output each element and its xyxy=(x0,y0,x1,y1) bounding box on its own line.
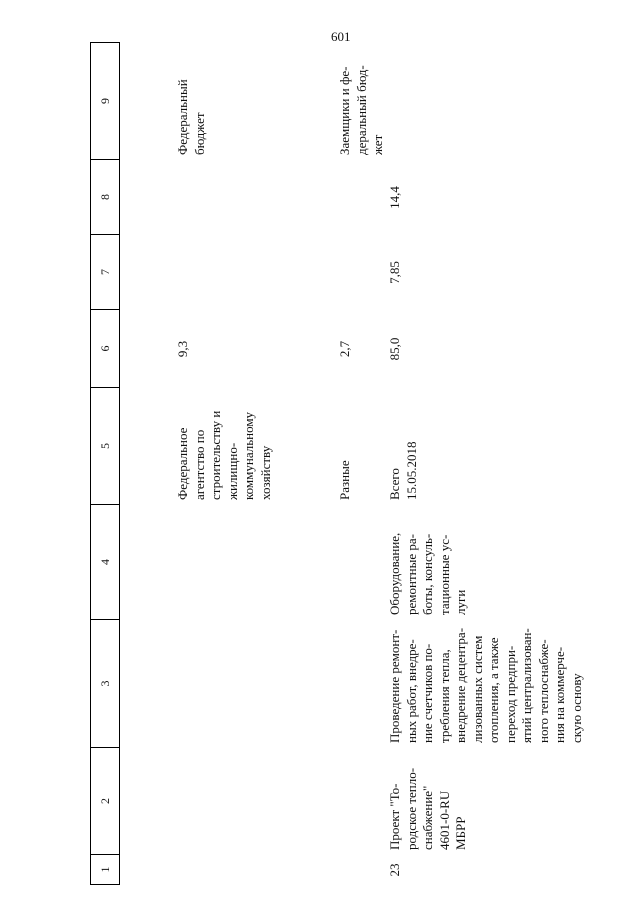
cell-text-line: МБРР xyxy=(453,816,468,850)
cell-text-line: отопления, а также xyxy=(486,637,501,743)
cell-text-line: коммунальному xyxy=(241,411,256,500)
header-cell-col-3: 3 xyxy=(91,620,119,748)
header-cell-col-1: 1 xyxy=(91,855,119,885)
cell-text-line: лизованных систем xyxy=(469,635,485,743)
cell-text-line: жет xyxy=(370,134,385,155)
table-cell-col-5 xyxy=(387,388,420,505)
table-cell-col-5 xyxy=(337,388,354,505)
table-row xyxy=(175,42,274,885)
cell-text-line: луги xyxy=(453,589,468,615)
cell-text-line: 85,0 xyxy=(387,337,402,361)
cell-text-line: Федеральный xyxy=(175,79,190,155)
cell-text-line: 15.05.2018 xyxy=(403,441,419,500)
table-cell-col-6 xyxy=(337,310,354,388)
cell-text-line: скую основу xyxy=(568,673,584,743)
cell-text-line: 14,4 xyxy=(387,186,402,209)
cell-text-line: снабжение" xyxy=(420,785,435,850)
cell-text-line: бюджет xyxy=(191,112,207,155)
cell-text-line: внедрение децентра- xyxy=(453,627,468,743)
table-cell-col-2 xyxy=(387,748,470,855)
table-row xyxy=(337,42,387,885)
table-cell-col-4 xyxy=(387,505,470,620)
cell-text-line: родское тепло- xyxy=(403,767,419,850)
table-cell-col-8 xyxy=(387,160,404,235)
table-cell-col-9 xyxy=(337,42,387,160)
cell-text-line: 4601-0-RU xyxy=(436,790,452,850)
cell-text-line: ремонтные ра- xyxy=(403,534,419,615)
header-cell-col-6: 6 xyxy=(91,310,119,388)
cell-text-line: боты, консуль- xyxy=(420,533,435,615)
cell-text-line: 2,7 xyxy=(337,340,352,358)
table-cell-col-5 xyxy=(175,388,274,505)
cell-text-line: агентство по xyxy=(191,429,207,500)
cell-text-line: Заемщики и фе- xyxy=(337,66,352,155)
table-row xyxy=(387,42,585,885)
cell-text-line: Всего xyxy=(387,468,402,500)
cell-text-line: строительству и xyxy=(208,410,223,500)
cell-text-line: 7,85 xyxy=(387,261,402,284)
header-cell-col-5: 5 xyxy=(91,388,119,505)
header-cell-col-9: 9 xyxy=(91,42,119,160)
table-cell-col-3 xyxy=(387,620,585,748)
cell-text-line: жилищно- xyxy=(224,442,240,500)
table-cell-col-7 xyxy=(387,235,404,310)
cell-text-line: Федеральное xyxy=(175,427,190,500)
header-cell-col-2: 2 xyxy=(91,748,119,855)
header-cell-col-7: 7 xyxy=(91,235,119,310)
page-number: 601 xyxy=(331,29,351,44)
cell-text-line: ного теплоснабже- xyxy=(535,639,551,743)
table-cell-col-6 xyxy=(387,310,404,388)
cell-text-line: Проект "То- xyxy=(387,783,402,850)
header-cell-col-4: 4 xyxy=(91,505,119,620)
table-header-row xyxy=(90,42,120,885)
cell-text-line: Проведение ремонт- xyxy=(387,629,402,743)
cell-text-line: ние счетчиков по- xyxy=(420,643,435,743)
cell-text-line: тационные ус- xyxy=(436,534,452,615)
data-table xyxy=(90,42,590,885)
cell-text-line: ятий централизован- xyxy=(519,628,534,743)
cell-text-line: деральный бюд- xyxy=(353,65,369,155)
header-cell-col-8: 8 xyxy=(91,160,119,235)
cell-text-line: 23 xyxy=(387,863,402,877)
cell-text-line: требления тепла, xyxy=(436,649,452,743)
cell-text-line: 9,3 xyxy=(175,340,190,358)
cell-text-line: ния на коммерче- xyxy=(552,646,567,743)
table-cell-col-6 xyxy=(175,310,192,388)
table-cell-col-9 xyxy=(175,42,208,160)
cell-text-line: переход предпри- xyxy=(502,645,518,743)
cell-text-line: Разные xyxy=(337,460,352,500)
cell-text-line: Оборудование, xyxy=(387,532,402,615)
cell-text-line: хозяйству xyxy=(257,445,273,500)
table-cell-col-1 xyxy=(387,855,404,885)
cell-text-line: ных работ, внедре- xyxy=(403,639,419,743)
